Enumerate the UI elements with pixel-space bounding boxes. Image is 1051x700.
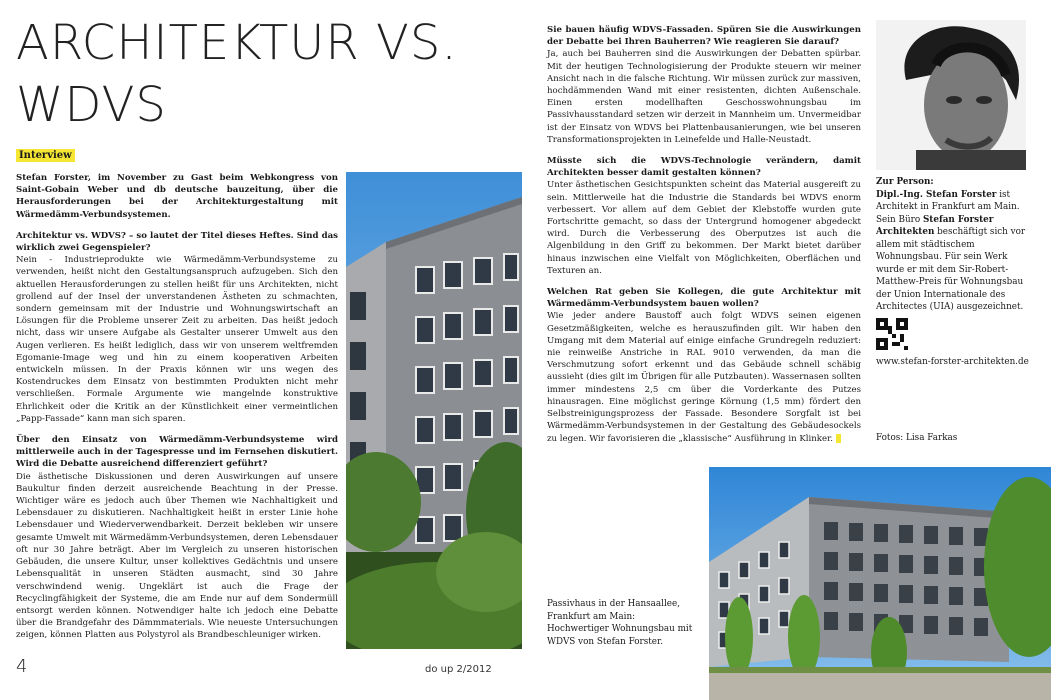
person-bio-2: beschäftigt sich vor allem mit städtischem Wohnungsbau. Für sein Werk wurde er mit dem Sir-Robert-Matthew-Preis für Wohnungsbau der Union Internationale des Architectes (UIA) ausgezeichnet. (876, 227, 1026, 312)
end-marker (836, 434, 841, 443)
column-middle (547, 24, 861, 454)
column-left (16, 172, 338, 651)
person-heading: Zur Person: (876, 177, 934, 187)
building-photo-wide (709, 467, 1051, 700)
headline-line-1: ARCHITEKTUR VS. (16, 15, 458, 71)
answer: Die ästhetische Diskussionen und deren Auswirkungen auf unsere Baukultur finden derzeit ausreichende Beachtung in der Presse. Wichtiger wäre es jedoch auch über Themen wie Nachhaltigkeit und Lebensdauer zu diskutieren. Nachhaltigkeit heißt in erster Linie hohe Lebensdauer und Wiederverwendbarkeit. Derzeit bekleben wir unsere gesamte Umwelt mit Wärmedämm-Verbundsystemen, deren Lebensdauer oft nur 30 Jahre beträgt. Aber im Vergleich zu unseren historischen Gebäuden, die unsere Kultur, unser kollektives Gedächtnis und unsere Lebensqualität in unseren Städten ausmacht, sind 30 Jahre verschwindend wenig. Ungeklärt ist auch die Frage der Recyclingfähigkeit der Systeme, die am Ende nur auf dem Sondermüll entsorgt werden können. Notwendiger halte ich jedoch eine Debatte über die Brandgefahr des Dämmmaterials. Wie neueste Untersuchungen zeigen, können Platten aus Polystyrol als Brandbeschleuniger wirken. (16, 471, 338, 641)
portrait-photo (876, 20, 1026, 170)
qa-block (547, 155, 861, 277)
photo-credit: Fotos: Lisa Farkas (876, 433, 958, 443)
qa-block (16, 230, 338, 425)
question: Sie bauen häufig WDVS-Fassaden. Spüren Sie die Auswirkungen der Debatte bei Ihren Bauherren? Wie reagieren Sie darauf? (547, 25, 861, 48)
person-name: Dipl.-Ing. Stefan Forster (876, 189, 997, 200)
answer: Nein - Industrieprodukte wie Wärmedämm-Verbundsysteme zu verwenden, heißt nicht den Gestaltungsanspruch aufzugeben. Sich den aktuellen Herausforderungen zu stellen heißt für uns Architekten, nicht grollend auf der Insel der unverstandenen Ästheten zu schmachten, sondern gemeinsam mit der Industrie und Wohnungswirtschaft an Lösungen für die Probleme unserer Zeit zu arbeiten. Das heißt jedoch nicht, dass wir unsere Aufgabe als Gestalter unserer Umwelt aus den Augen verlieren. Es heißt lediglich, dass wir von unserem weltfremden Egomanie-Image weg und hin zu einem kooperativen Arbeiten entwickeln müssen. In der Praxis können wir uns wegen des Kostendruckes dem Einsatz von bestimmten Produkten nicht mehr verschließen. Formale Argumente wie mangelnde konstruktive Ehrlichkeit oder die Kritik an der Künstlichkeit einer vermeintlichen „Papp-Fassade“ kann man sich sparen. (16, 255, 338, 424)
answer: Wie jeder andere Baustoff auch folgt WDVS seinen eigenen Gesetzmäßigkeiten, welche es herauszufinden gilt. Wir haben den Umgang mit dem Material auf einige einfache Grundregeln reduziert: nie reinweiße Anstriche in RAL 9010 verwenden, da man die Verschmutzung sofort erkennt und das Gebäude schnell schäbig aussieht (dies gilt im Übrigen für alle Putzbauten). Wassernasen sollten immer mindestens 2,5 cm über die Vorderkante des Putzes hinausragen. Eine möglichst geringe Körnung (1,5 mm) fördert den Selbstreinigungsprozess der Fassade. Besondere Sorgfalt ist bei Wärmedämm-Verbundsystemen in der Gestaltung des Gebäudesockels zu legen. Wir favorisieren die „klassische“ Ausführung in Klinker. (547, 311, 861, 444)
qr-code[interactable] (876, 318, 908, 350)
photo-caption: Passivhaus in der Hansaallee, Frankfurt am Main: Hochwertiger Wohnungsbau mit WDVS von Stefan Forster. (547, 599, 693, 647)
question: Müsste sich die WDVS-Technologie verändern, damit Architekten besser damit gestalten können? (547, 156, 861, 179)
answer: Unter ästhetischen Gesichtspunkten scheint das Material ausgereift zu sein. Mittlerweile hat die Industrie die Standards bei WDVS enorm verbessert. Vor allem auf dem Gebiet der Klebstoffe wurden gute Fortschritte gemacht, so dass der Untergrund homogener abgedeckt wird. Durch die Verbesserung des Oberputzes ist auch die Algenbildung in den Griff zu bekommen. Der Markt bietet darüber hinaus inzwischen eine Vielfalt von Möglichkeiten, Oberflächen und Texturen an. (547, 180, 861, 276)
qa-block (547, 24, 861, 146)
headline (16, 12, 458, 136)
question: Über den Einsatz von Wärmedämm-Verbundsysteme wird mittlerweile auch in der Tagespresse und im Fernsehen diskutiert. Wird die Debatte ausreichend differenziert geführt? (16, 435, 338, 470)
question: Welchen Rat geben Sie Kollegen, die gute Architektur mit Wärmedämm-Verbundsystem bauen wollen? (547, 287, 861, 310)
answer: Ja, auch bei Bauherren sind die Auswirkungen der Debatten spürbar. Mit der heutigen Technologisierung der Produkte steuern wir meiner Ansicht nach in die falsche Richtung. Wir müssen zurück zur massiven, hochdämmenden Wand mit einer resistenten, dichten Außenschale. Einen ersten modellhaften Geschosswohnungsbau im Passivhausstandard setzen wir derzeit in Mannheim um. Unvermeidbar ist der Einsatz von WDVS bei Plattenbausanierungen, wie bei unseren Transformationsprojekten in Leinefelde und Halle-Neustadt. (547, 49, 861, 145)
website-link[interactable]: www.stefan-forster-architekten.de (876, 357, 1029, 367)
person-info (876, 176, 1026, 314)
question: Architektur vs. WDVS? – so lautet der Titel dieses Heftes. Sind das wirklich zwei Gegenspieler? (16, 230, 338, 254)
headline-line-2: WDVS (16, 77, 167, 133)
person-bio-1: ist Architekt in Frankfurt am Main. Sein Büro (876, 189, 1020, 225)
building-photo-tall (346, 172, 522, 649)
page-number: 4 (16, 656, 28, 677)
person-office: Stefan Forster Architekten (876, 214, 994, 237)
section-tag: Interview (16, 149, 75, 162)
lead-paragraph: Stefan Forster, im November zu Gast beim Webkongress von Saint-Gobain Weber und db deutsche bauzeitung, über die Herausforderungen bei der Architekturgestaltung mit Wärmedämm-Verbundsystemen. (16, 173, 338, 220)
issue-folio: do up 2/2012 (425, 664, 492, 675)
qa-block (547, 286, 861, 445)
qa-block (16, 434, 338, 641)
